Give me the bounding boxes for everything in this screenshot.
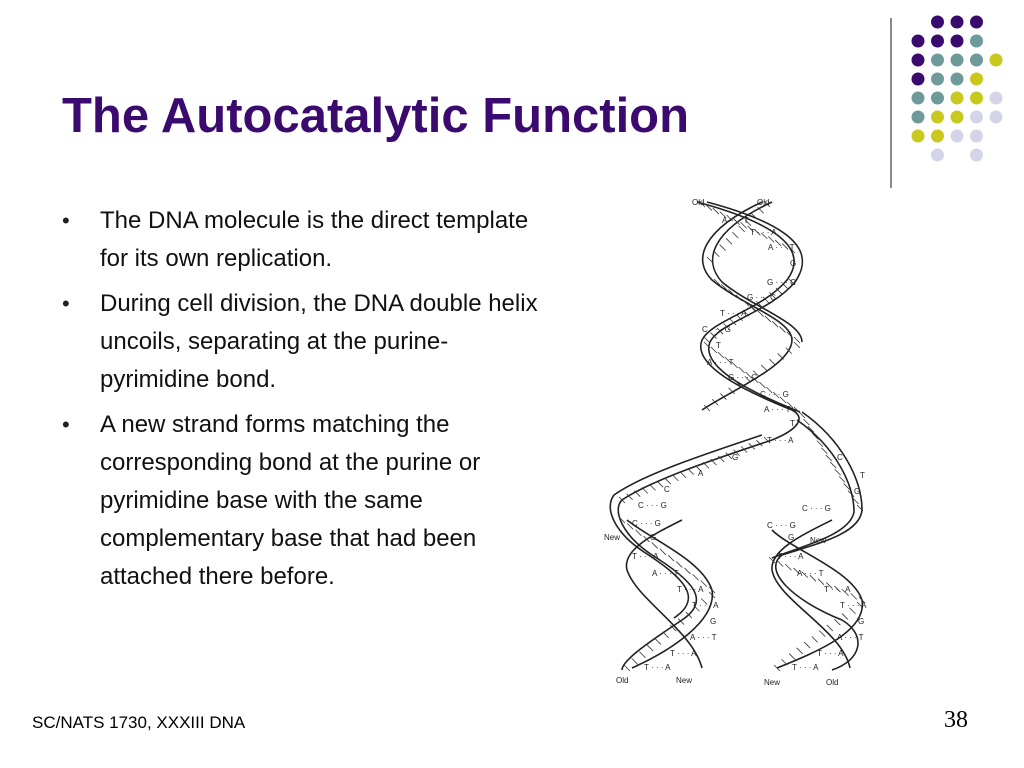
bullet-text: A new strand forms matching the corresponding bond at the purine or pyrimidine base with the same complementary base that had been attached there before. [100, 411, 481, 590]
helix-rung [713, 208, 719, 214]
helix-rung [821, 448, 827, 454]
helix-rung [657, 481, 663, 487]
helix-rungs [619, 201, 865, 671]
base-left: C · · · G [638, 501, 667, 510]
decorative-dot [951, 16, 964, 29]
decorative-dot [951, 92, 964, 105]
page-number: 38 [944, 707, 968, 733]
base-pair-right: T · · · A [817, 649, 844, 658]
decorative-dot [912, 111, 925, 124]
base-pair-left: T · · · A [677, 585, 704, 594]
helix-rung [642, 488, 648, 494]
decorative-dot [990, 54, 1003, 67]
decorative-dot [931, 54, 944, 67]
base-pair-right: G [858, 617, 865, 626]
helix-rung [639, 652, 645, 658]
decorative-dot [990, 111, 1003, 124]
base-pair: G [790, 259, 797, 268]
base-pair: A · · · T [722, 216, 749, 225]
helix-rung [635, 530, 641, 536]
helix-rung [693, 574, 699, 580]
bullet-text: The DNA molecule is the direct template for its own replication. [100, 207, 529, 272]
decorative-dot [951, 130, 964, 143]
helix-rung [842, 613, 848, 619]
base-pair-right: T · · · A [777, 552, 804, 561]
helix-rung [827, 625, 833, 631]
bullet-marker: • [62, 412, 70, 437]
bullet-item [62, 202, 552, 278]
helix-rung [647, 645, 653, 651]
helix-rung [769, 359, 775, 365]
helix-rung [665, 478, 671, 484]
helix-rung [768, 236, 774, 242]
dna-replication-diagram [592, 190, 892, 690]
base-right: C · · · G [802, 504, 831, 513]
label-new-bottom-left: New [676, 676, 693, 685]
helix-rung [834, 619, 840, 625]
slide-footer: SC/NATS 1730, XXXIII DNA [32, 713, 246, 732]
base-pair-right: T · · · A [792, 663, 819, 672]
base-pair: A · · · T [764, 405, 791, 414]
helix-rung [684, 568, 690, 574]
base-right: T [860, 471, 865, 480]
bullet-marker: • [62, 291, 70, 316]
base-pair-left: T · · · A [692, 601, 719, 610]
helix-rung [777, 561, 783, 567]
helix-rung [668, 555, 674, 561]
helix-rung [819, 631, 825, 637]
decorative-dot [970, 73, 983, 86]
base-pair: T [790, 419, 795, 428]
helix-strands [610, 202, 865, 670]
decorative-dot [970, 149, 983, 162]
helix-rung [720, 245, 726, 251]
base-pair-left: T · · · A [632, 552, 659, 561]
decorative-dot [990, 92, 1003, 105]
decorative-dot [951, 73, 964, 86]
base-right: C · · · G [767, 521, 796, 530]
helix-rung [652, 542, 658, 548]
label-new-bottom-right: New [764, 678, 781, 687]
base-pair: C · · · G [702, 325, 731, 334]
base-left: C [664, 485, 670, 494]
base-pair: T · · · A [767, 436, 794, 445]
helix-rung [789, 654, 795, 660]
helix-rung [804, 642, 810, 648]
helix-rung [785, 564, 791, 570]
decorative-dot [912, 73, 925, 86]
decorative-dot [912, 54, 925, 67]
helix-rung [676, 562, 682, 568]
helix-rung [672, 475, 678, 481]
decorative-dot [912, 35, 925, 48]
label-old-bottom-left: Old [616, 676, 629, 685]
helix-rung [826, 455, 832, 461]
decorative-dot [931, 35, 944, 48]
decorative-dot [931, 92, 944, 105]
base-right: G [854, 487, 861, 496]
helix-rung [772, 321, 778, 327]
base-pair: A · · · T [768, 243, 795, 252]
bullet-item [62, 285, 552, 399]
decorative-dot [970, 130, 983, 143]
label-old-bottom-right: Old [826, 678, 839, 687]
helix-rung [688, 469, 694, 475]
helix-rung [632, 658, 638, 664]
label-new-right: New [810, 536, 827, 545]
bullet-marker: • [62, 208, 70, 233]
decorative-dot [951, 111, 964, 124]
decorative-dot [931, 111, 944, 124]
helix-rung [650, 484, 656, 490]
helix-rung [660, 549, 666, 555]
helix-rung [655, 638, 661, 644]
decorative-dot [912, 92, 925, 105]
helix-rung [794, 337, 800, 343]
decorative-dot [970, 35, 983, 48]
decorative-dot [970, 92, 983, 105]
base-pair-right: A · · · T [797, 569, 824, 578]
base-pair-left: A · · · T [652, 569, 679, 578]
helix-rung [713, 251, 719, 257]
label-old-top-left: Old [692, 198, 705, 207]
decorative-dot [970, 54, 983, 67]
base-left: C · · · G [632, 519, 661, 528]
decorative-dot [912, 130, 925, 143]
helix-rung [624, 665, 630, 671]
slide-title: The Autocatalytic Function [62, 89, 690, 143]
base-pair-left: G [650, 533, 657, 542]
title-divider-line [890, 18, 892, 188]
helix-rung [778, 353, 784, 359]
bullet-item [62, 406, 552, 596]
base-pair-right: T · · · A [840, 601, 867, 610]
helix-rung [704, 337, 710, 343]
helix-rung [794, 342, 800, 348]
base-pair-right: T · · · A [824, 585, 851, 594]
helix-rung [759, 382, 765, 388]
base-pair-left: T · · · A [644, 663, 671, 672]
helix-rung [835, 469, 841, 475]
helix-rung [732, 232, 738, 238]
base-pair: A · · · T [707, 358, 734, 367]
helix-rung [680, 472, 686, 478]
base-left: A [698, 469, 704, 478]
decorative-dot [931, 16, 944, 29]
base-pair-right: G [788, 533, 795, 542]
label-new-left: New [604, 533, 621, 542]
base-pair: T · · · A [750, 228, 777, 237]
base-pair: T · · · A [720, 309, 747, 318]
helix-rung [830, 462, 836, 468]
base-pair: T [716, 341, 721, 350]
helix-rung [818, 579, 824, 585]
base-left: G [732, 453, 739, 462]
base-right: C [837, 453, 843, 462]
helix-rung [761, 365, 767, 371]
base-pair-left: A · · · T [690, 633, 717, 642]
label-old-top-right: Old [757, 198, 770, 207]
decorative-dot [970, 16, 983, 29]
base-pair-left: G [710, 617, 717, 626]
bullet-list [62, 202, 552, 603]
helix-rung [839, 476, 845, 482]
base-pair-right: A · · · T [837, 633, 864, 642]
helix-rung [797, 648, 803, 654]
decorative-dot [931, 149, 944, 162]
helix-rung [851, 593, 857, 599]
decorative-dot [951, 35, 964, 48]
base-pair: C · · · G [760, 390, 789, 399]
base-pair-left: T · · · A [670, 649, 697, 658]
base-pair: G · · · C [747, 293, 776, 302]
decorative-dot [931, 130, 944, 143]
base-pair: G · · · C [767, 278, 796, 287]
base-pair: G · · · C [728, 373, 757, 382]
bullet-text: During cell division, the DNA double helix uncoils, separating at the purine-pyrimidine bond. [100, 290, 538, 393]
helix-rung [663, 632, 669, 638]
helix-rung [726, 238, 732, 244]
helix-rung [803, 419, 809, 425]
decorative-dot [951, 54, 964, 67]
decorative-dot [931, 73, 944, 86]
decorative-dot [970, 111, 983, 124]
helix-rung [812, 636, 818, 642]
helix-rung [739, 226, 745, 232]
